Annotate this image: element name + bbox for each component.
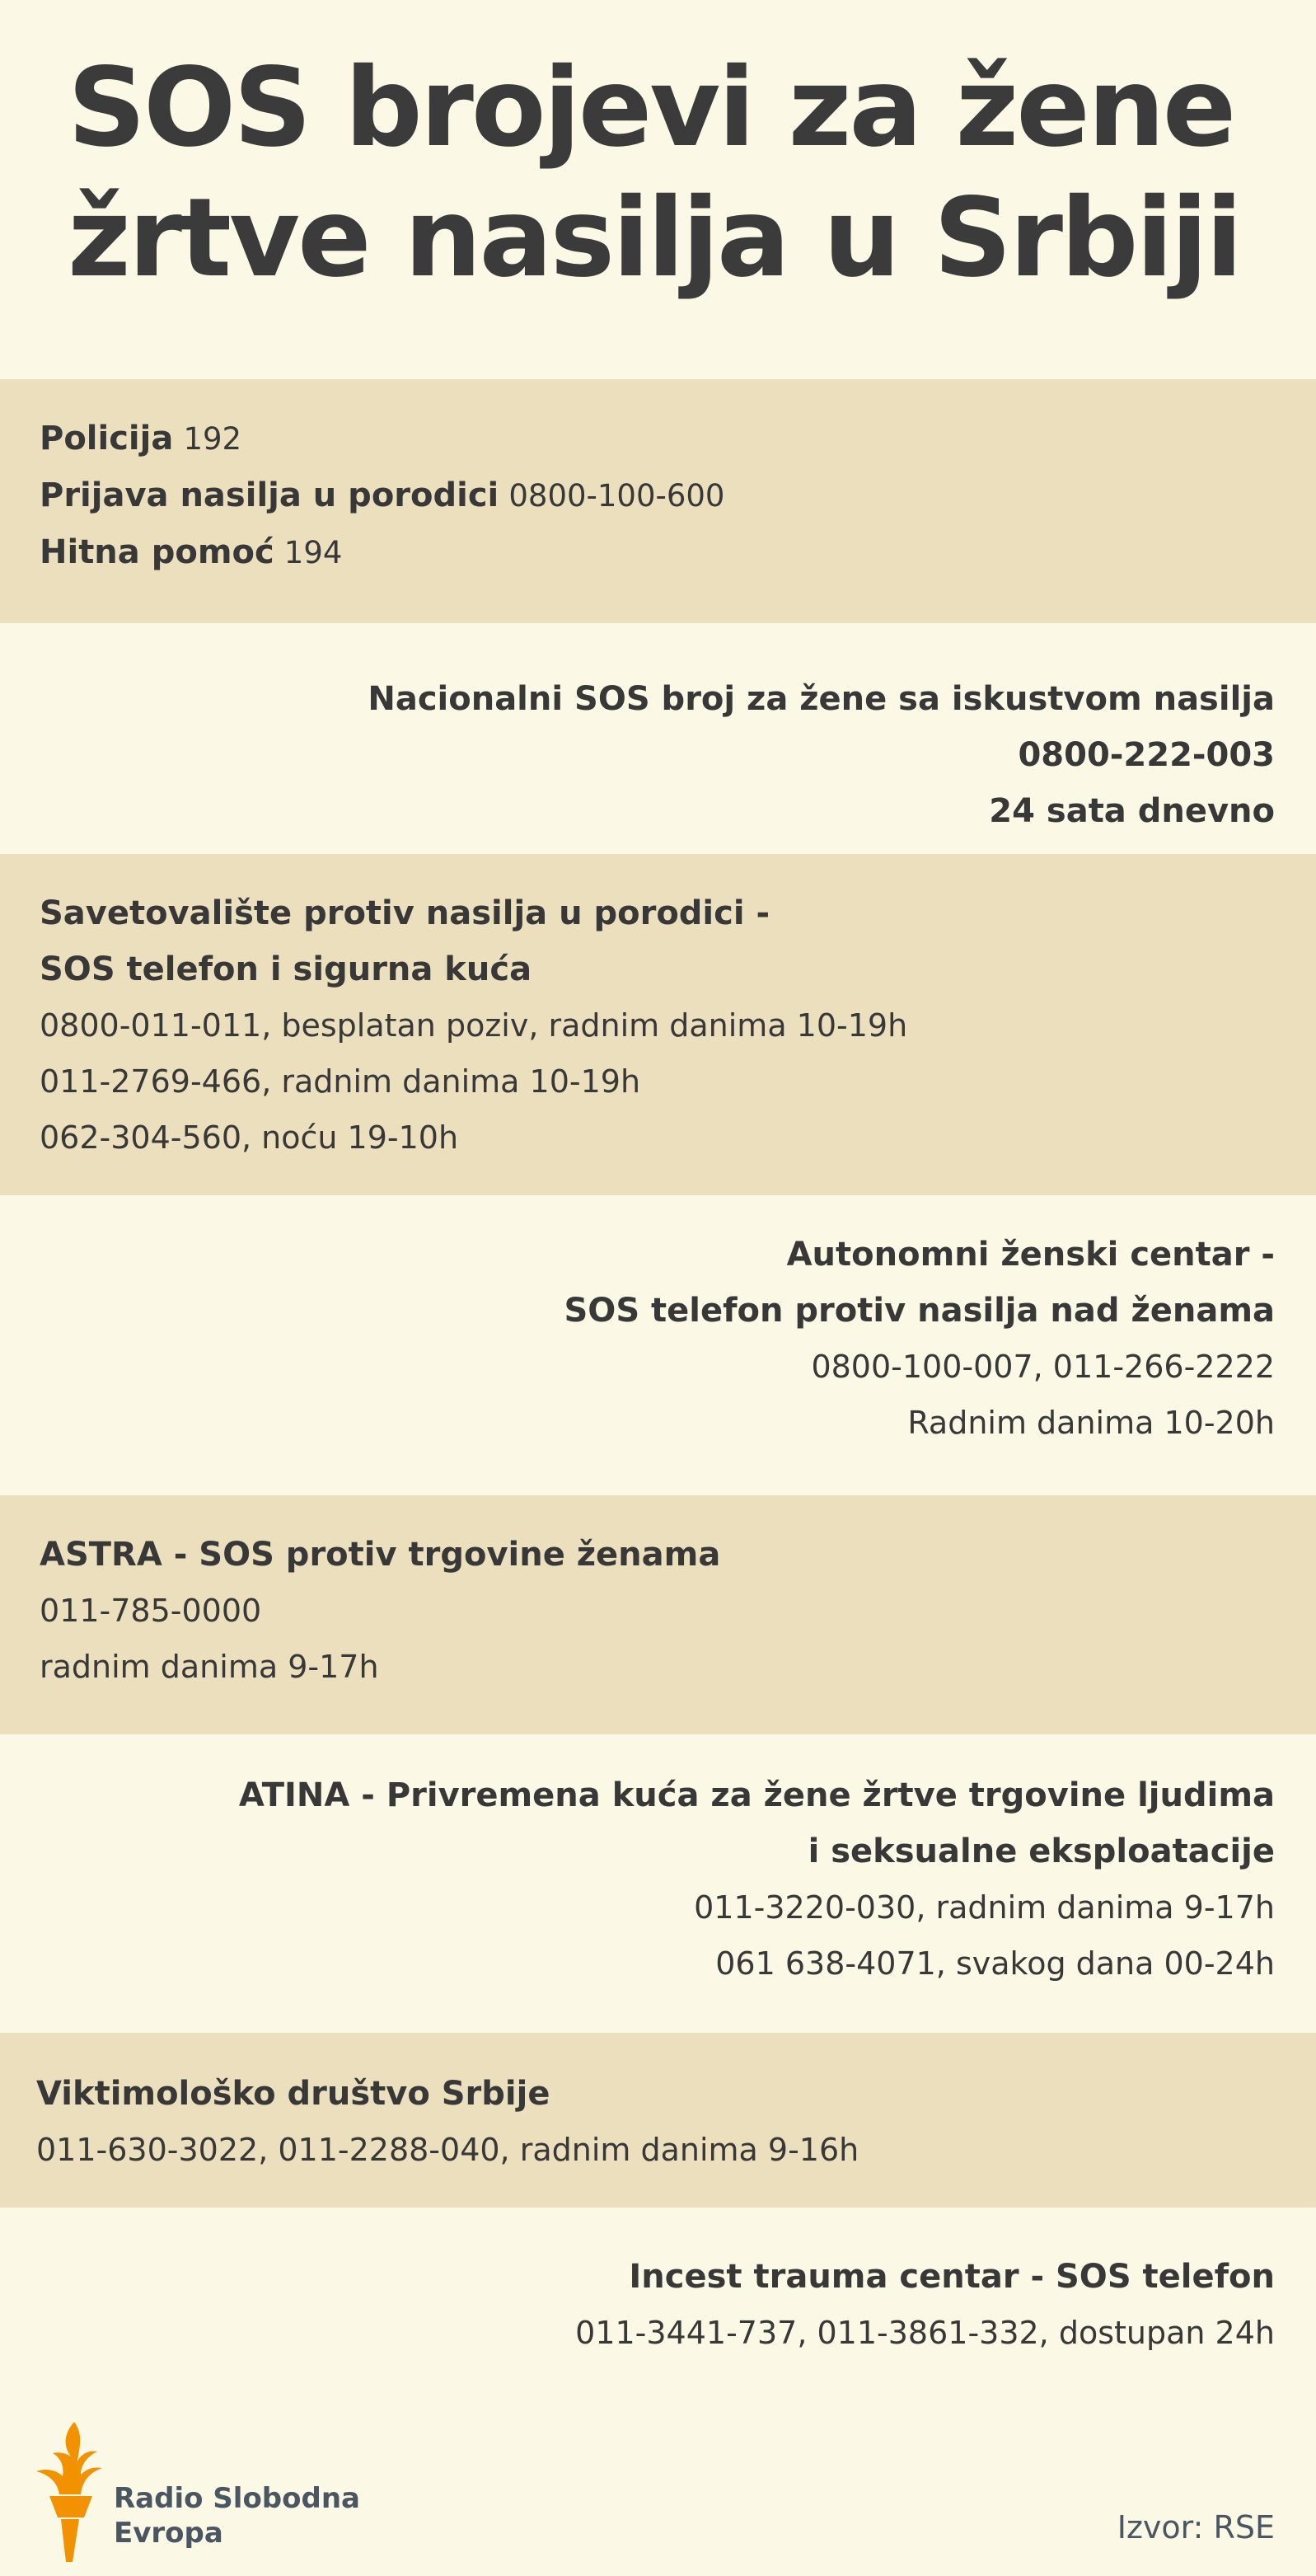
- autonomni-phone: 0800-100-007, 011-266-2222: [811, 1349, 1275, 1385]
- savetovaliste-name-1: Savetovalište protiv nasilja u porodici -: [40, 894, 770, 932]
- national-sos-phone: 0800-222-003: [1018, 736, 1275, 774]
- astra-hours: radnim danima 9-17h: [40, 1649, 379, 1685]
- police-number: 192: [183, 421, 242, 457]
- savetovaliste-line-3: 062-304-560, noću 19-10h: [40, 1119, 459, 1156]
- viktimolosko-section: [0, 2033, 1316, 2208]
- autonomni-hours: Radnim danima 10-20h: [907, 1405, 1275, 1441]
- viktimolosko-name: Viktimološko društvo Srbije: [36, 2075, 550, 2113]
- atina-line-2: 061 638-4071, svakog dana 00-24h: [715, 1945, 1275, 1982]
- autonomni-name-1: Autonomni ženski centar -: [786, 1236, 1275, 1274]
- police-label: Policija: [40, 420, 174, 457]
- title-line-2: žrtve nasilja u Srbiji: [68, 175, 1241, 302]
- title-line-1: SOS brojevi za žene: [68, 45, 1234, 171]
- autonomni-section: [0, 1195, 1316, 1495]
- incest-section: [0, 2208, 1316, 2372]
- domestic-violence-number: 0800-100-600: [508, 478, 725, 514]
- atina-section: [0, 1734, 1316, 2033]
- ambulance-label: Hitna pomoć: [40, 533, 274, 571]
- astra-phone: 011-785-0000: [40, 1593, 262, 1629]
- torch-icon: [16, 2415, 115, 2564]
- savetovaliste-line-1: 0800-011-011, besplatan poziv, radnim danima 10-19h: [40, 1007, 908, 1044]
- incest-name: Incest trauma centar - SOS telefon: [629, 2258, 1275, 2296]
- savetovaliste-section: [0, 854, 1316, 1195]
- domestic-violence-row: [40, 467, 1316, 524]
- atina-line-1: 011-3220-030, radnim danima 9-17h: [694, 1889, 1275, 1926]
- police-row: [40, 411, 1316, 467]
- astra-name: ASTRA - SOS protiv trgovine ženama: [40, 1536, 721, 1574]
- ambulance-row: [40, 524, 1316, 581]
- national-sos-name: Nacionalni SOS broj za žene sa iskustvom nasilja: [368, 680, 1275, 718]
- atina-name-2: i seksualne eksploatacije: [808, 1832, 1275, 1870]
- logo-line-1: Radio Slobodna: [114, 2482, 360, 2515]
- ambulance-number: 194: [283, 535, 343, 570]
- domestic-violence-label: Prijava nasilja u porodici: [40, 476, 499, 514]
- logo-line-2: Evropa: [114, 2517, 223, 2550]
- autonomni-name-2: SOS telefon protiv nasilja nad ženama: [564, 1292, 1275, 1330]
- source-credit: Izvor: RSE: [1117, 2509, 1275, 2546]
- rfe-logo: [16, 2415, 379, 2564]
- national-sos-hours: 24 sata dnevno: [989, 792, 1275, 830]
- incest-line-1: 011-3441-737, 011-3861-332, dostupan 24h: [575, 2315, 1275, 2351]
- astra-section: [0, 1495, 1316, 1734]
- viktimolosko-line-1: 011-630-3022, 011-2288-040, radnim danima 9-16h: [36, 2132, 859, 2168]
- logo-wordmark: [114, 2481, 360, 2550]
- national-sos-section: [0, 623, 1316, 854]
- atina-name-1: ATINA - Privremena kuća za žene žrtve trgovine ljudima: [238, 1776, 1275, 1814]
- savetovaliste-line-2: 011-2769-466, radnim danima 10-19h: [40, 1063, 641, 1100]
- page-title: [68, 43, 1271, 303]
- emergency-numbers-section: [0, 379, 1316, 623]
- savetovaliste-name-2: SOS telefon i sigurna kuća: [40, 950, 532, 988]
